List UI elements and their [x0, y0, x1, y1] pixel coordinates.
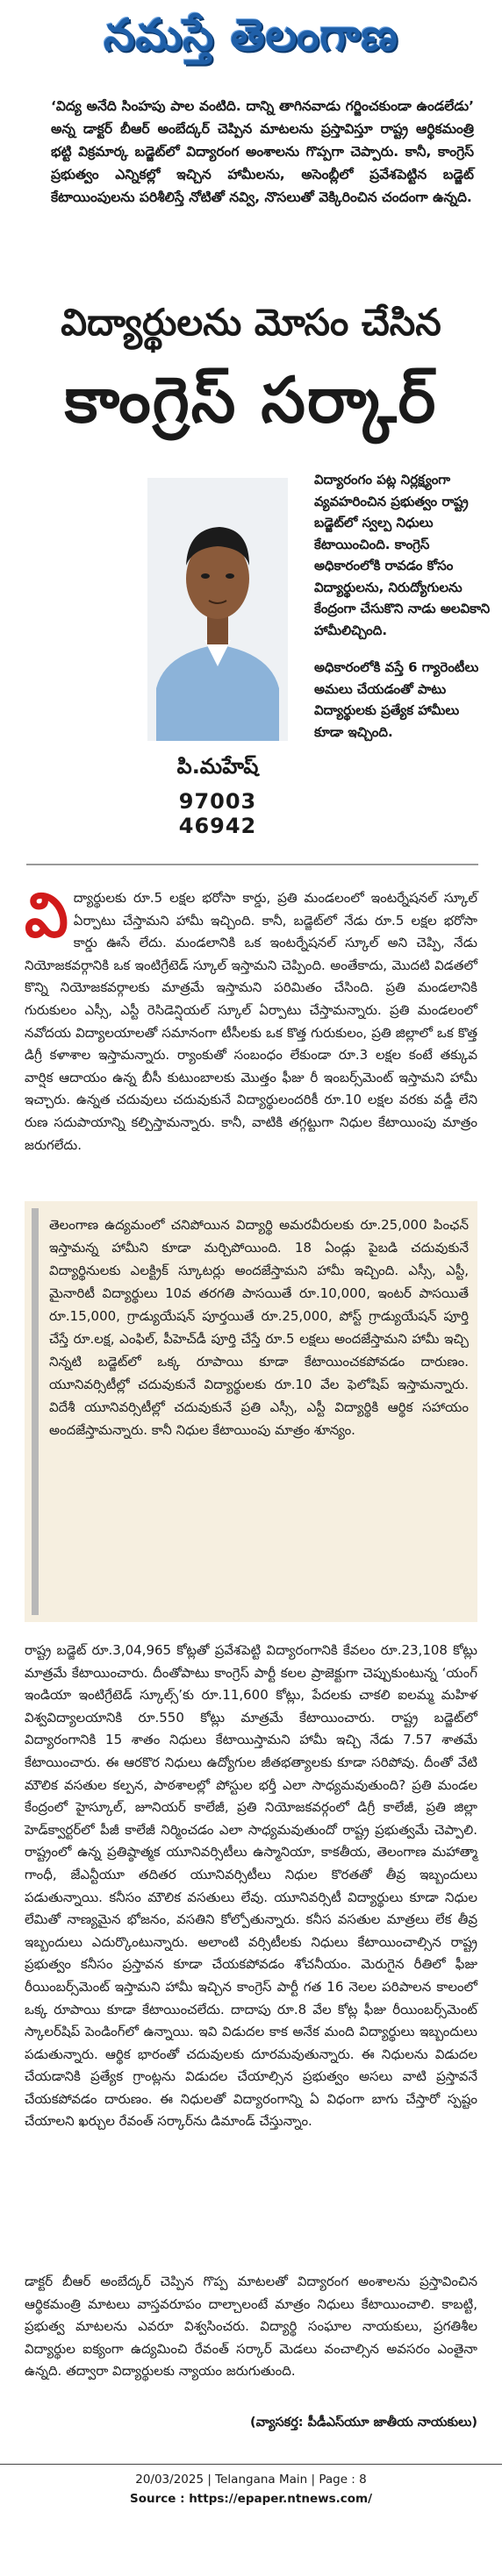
- intro-paragraph: ‘విద్య అనేది సింహపు పాల వంటిది. దాన్ని తాగినవాడు గర్జించకుండా ఉండలేడు’ అన్న డాక్టర్ బీఆర్ అంబేద్కర్ చెప్పిన మాటలను ప్రస్తావిస్తూ రాష్ట్ర ఆర్థికమంత్రి భట్టి విక్రమార్క బడ్జెట్‌లో విద్యారంగ అంశాలను గొప్పగా చెప్పారు. కానీ, కాంగ్రెస్ ప్రభుత్వం ఎన్నికల్లో ఇచ్చిన హామీలను, అసెంబ్లీలో ప్రవేశపెట్టిన బడ్జెట్ కేటాయింపులను పరిశీలిస్తే నోటితో నవ్వి, నొసలుతో వెక్కిరించిన చందంగా ఉన్నది.: [51, 98, 474, 205]
- author-photo: [147, 478, 288, 741]
- byline: (వ్యాసకర్త: పీడీఎస్‌యూ జాతీయ నాయకులు): [250, 2416, 477, 2430]
- sidebar-column: [314, 469, 491, 758]
- footer-divider: [0, 2464, 502, 2465]
- headline-line-2: కాంగ్రెస్ సర్కార్: [64, 363, 438, 437]
- section-divider: [26, 864, 478, 865]
- article-paragraph-2: రాష్ట్ర బడ్జెట్ రూ.3,04,965 కోట్లతో ప్రవేశపెట్టి విద్యారంగానికి కేవలం రూ.23,108 కోట్లు మాత్రమే కేటాయించారు. దీంతోపాటు కాంగ్రెస్ పార్టీ కలల ప్రాజెక్టుగా చెప్పుకుంటున్న ‘యంగ్ ఇండియా ఇంటిగ్రేటెడ్ స్కూల్స్’కు రూ.11,600 కోట్లు, పేదలకు చాకలి ఐలమ్మ మహిళ విశ్వవిద్యాలయానికి రూ.550 కోట్లు మాత్రమే కేటాయించారు. రాష్ట్ర బడ్జెట్‌లో విద్యారంగానికి 15 శాతం నిధులు కేటాయిస్తామని హామీ ఇచ్చి నేడు 7.57 శాతమే కేటాయించారు. ఈ ఆరకొర నిధులు ఉద్యోగుల జీతభత్యాలకు కూడా సరిపోవు. దీంతో వేటి మౌలిక వసతుల కల్పన, పాఠశాలల్లో పోస్టుల భర్తీ ఎలా సాధ్యమవుతుంది? ప్రతి మండల కేంద్రంలో హైస్కూల్, జూనియర్ కాలేజీ, ప్రతి నియోజకవర్గంలో డిగ్రీ కాలేజీ, ప్రతి జిల్లా హెడ్‌క్వార్టర్‌లో పీజీ కాలేజీ నిర్మించడం ఎలా సాధ్యమవుతుందో రాష్ట్ర ప్రభుత్వమే చెప్పాలి. రాష్ట్రంలో ఉన్న ప్రతిష్ఠాత్మక యూనివర్సిటీలు ఉస్మానియా, కాకతీయ, తెలంగాణ మహాత్మా గాంధీ, జేఎన్టీయూ తదితర యూనివర్సిటీలు నిధుల కొరతతో తీవ్ర ఇబ్బందులు పడుతున్నాయి. కనీసం మౌలిక వసతులు లేవు. యూనివర్సిటీ విద్యార్థులు కూడా నిధుల లేమితో నాణ్యమైన భోజనం, వసతిని కోల్పోతున్నారు. కనీస వసతుల మాత్రలు లేక తీవ్ర ఇబ్బందులు ఎదుర్కొంటున్నారు. అలాంటి వర్సిటీలకు నిధులు కేటాయించాల్సిన రాష్ట్ర ప్రభుత్వం కనీసం ప్రస్తావన కూడా చేయకపోవడం శోచనీయం. మెరుగైన రీతిలో ఫీజు రీయింబర్స్‌మెంట్ ఇస్తామని హామీ ఇచ్చిన కాంగ్రెస్ పార్టీ గత 16 నెలల పరిపాలన కాలంలో ఒక్క రూపాయి కూడా కేటాయించలేదు. దాదాపు రూ.8 వేల కోట్ల ఫీజు రీయింబర్స్‌మెంట్ స్కాలర్‌షిప్ పెండింగ్‌లో ఉన్నాయి. ఇవి విడుదల కాక అనేక మంది విద్యార్థులు ఇబ్బందులు పడుతున్నారు. ఆర్థిక భారంతో చదువులకు దూరమవుతున్నారు. ఈ నిధులను విడుదల చేయడానికి ప్రత్యేక గ్రాంట్లను విడుదల చేయాల్సిన ప్రభుత్వం అసలు వాటి ప్రస్తావనే చేయకపోవడం దారుణం. ఈ నిధులతో విద్యారంగాన్ని ఏ విధంగా బాగు చేస్తారో స్పష్టం చేయాలని ఖర్చుల రేవంత్ సర్కార్‌ను డిమాండ్ చేస్తున్నాం.: [25, 1642, 477, 2130]
- author-name: పి.మహేష్: [176, 754, 259, 779]
- drop-cap: వి: [25, 879, 68, 951]
- article-paragraph-1-text: ద్యార్థులకు రూ.5 లక్షల భరోసా కార్డు, ప్రతి మండలంలో ఇంటర్నేషనల్ స్కూల్ ఏర్పాటు చేస్తామని హామీ ఇచ్చింది. కానీ, బడ్జెట్‌లో నేడు రూ.5 లక్షల భరోసా కార్డు ఊసే లేదు. మండలానికి ఒక ఇంటర్నేషనల్ స్కూల్ అని చెప్పి, నేడు నియోజకవర్గానికి ఒక ఇంటిగ్రేటెడ్ స్కూల్ ఇస్తామని చెప్పింది. అంతేకాదు, మొదటి విడతలో కొన్ని నియోజకవర్గాలకు మాత్రమే ఇస్తామని పరిమితం చేసింది. ప్రతి మండలానికి గురుకులం ఎస్సీ, ఎస్టీ రెసిడెన్షియల్ స్కూల్ ఏర్పాటు చేస్తామన్నారు. ప్రతి మండలంలో నవోదయ విద్యాలయాలతో సమానంగా టీసీలకు ఒక కొత్త గురుకులం, ప్రతి జిల్లాలో ఒక కొత్త డిగ్రీ కళాశాల ఇస్తామన్నారు. ర్యాంకుతో సంబంధం లేకుండా రూ.3 లక్షల కంటే తక్కువ వార్షిక ఆదాయం ఉన్న బీసీ కుటుంబాలకు మొత్తం ఫీజు రీ ఇంబర్స్‌మెంట్ ఇస్తామని హామీ ఇచ్చారు. ఉన్నత చదువులు చదువుకునే విద్యార్థులందరికీ రూ.10 లక్షల వరకు వడ్డీ లేని రుణ సదుపాయాన్ని కల్పిస్తామన్నారు. కానీ, వాటికి తగ్గట్టుగా నిధుల కేటాయింపు మాత్రం జరుగలేదు.: [25, 890, 477, 1153]
- masthead: [0, 5, 502, 75]
- article-paragraph-1: [25, 879, 477, 1156]
- article-paragraph-3: డాక్టర్ బీఆర్ అంబేద్కర్ చెప్పిన గొప్ప మాటలతో విద్యారంగ అంశాలను ప్రస్తావించిన ఆర్థికమంత్రి మాటలు వాస్తవరూపం దాల్చాలంటే మాత్రం నిధులు కేటాయించాలి. కాబట్టి, ప్రభుత్వ మాటలను ఎవరూ విశ్వసించరు. విద్యార్థి సంఘాల నాయకులు, ప్రగతిశీల విద్యార్థుల ఐక్యంగా ఉద్యమించి రేవంత్ సర్కార్ మెడలు వంచాల్సిన అవసరం ఎంతైనా ఉన్నది. తద్వారా విద్యార్థులకు న్యాయం జరుగుతుంది.: [25, 2274, 477, 2380]
- headline-line-1: విద్యార్థులను మోసం చేసిన: [61, 301, 441, 344]
- footer-source-link[interactable]: Source : https://epaper.ntnews.com/: [129, 2492, 373, 2506]
- sidebar-paragraph: విద్యారంగం పట్ల నిర్లక్ష్యంగా వ్యవహరించిన ప్రభుత్వం రాష్ట్ర బడ్జెట్‌లో స్వల్ప నిధులు కేటాయించింది. కాంగ్రెస్ అధికారంలోకి రావడం కోసం విద్యార్థులను, నిరుద్యోగులను కేంద్రంగా చేసుకొని నాడు అలవికాని హామీలిచ్చింది.: [314, 472, 491, 638]
- author-portrait-icon: [147, 478, 288, 741]
- masthead-title: నమస్తే తెలంగాణ: [104, 9, 398, 60]
- author-phone: 97003 46942: [178, 789, 257, 838]
- highlight-box-bar: [32, 1208, 39, 1615]
- highlight-box-text: తెలంగాణ ఉద్యమంలో చనిపోయిన విద్యార్థి అమరవీరులకు రూ.25,000 పింఛన్ ఇస్తామన్న హామీని కూడా మర్చిపోయింది. 18 ఏండ్లు పైబడి చదువుకునే విద్యార్థినులకు ఎలక్ట్రిక్ స్కూటర్లు అందజేస్తామని హామీ ఇచ్చింది. ఎస్సీ, ఎస్టీ, మైనారిటీ విద్యార్థులు 10వ తరగతి పాసయితే రూ.10,000, ఇంటర్ పాసయితే రూ.15,000, గ్రాడ్యుయేషన్ పూర్తయితే రూ.25,000, పోస్ట్ గ్రాడ్యుయేషన్ పూర్తి చేస్తే రూ.లక్ష, ఎంఫిల్, పీహెచ్‌డీ పూర్తి చేస్తే రూ.5 లక్షలు అందజేస్తామని హామీ ఇచ్చి నిన్నటి బడ్జెట్‌లో ఒక్క రూపాయి కూడా కేటాయించకపోవడం దారుణం. యూనివర్సిటీల్లో చదువుకునే విద్యార్థులకు రూ.10 వేల ఫెలోషిప్ ఇస్తామన్నారు. విదేశీ యూనివర్సిటీల్లో చదువుకునే ప్రతి ఎస్సీ, ఎస్టీ విద్యార్థికి ఆర్థిక సహాయం అందజేస్తామన్నారు. కానీ నిధుల కేటాయింపు మాత్రం శూన్యం.: [49, 1217, 469, 1438]
- sidebar-paragraph: అధికారంలోకి వస్తే 6 గ్యారెంటీలు అమలు చేయడంతో పాటు విద్యార్థులకు ప్రత్యేక హామీలు కూడా ఇచ్చింది.: [314, 659, 479, 740]
- footer-date-page: 20/03/2025 | Telangana Main | Page : 8: [135, 2473, 367, 2487]
